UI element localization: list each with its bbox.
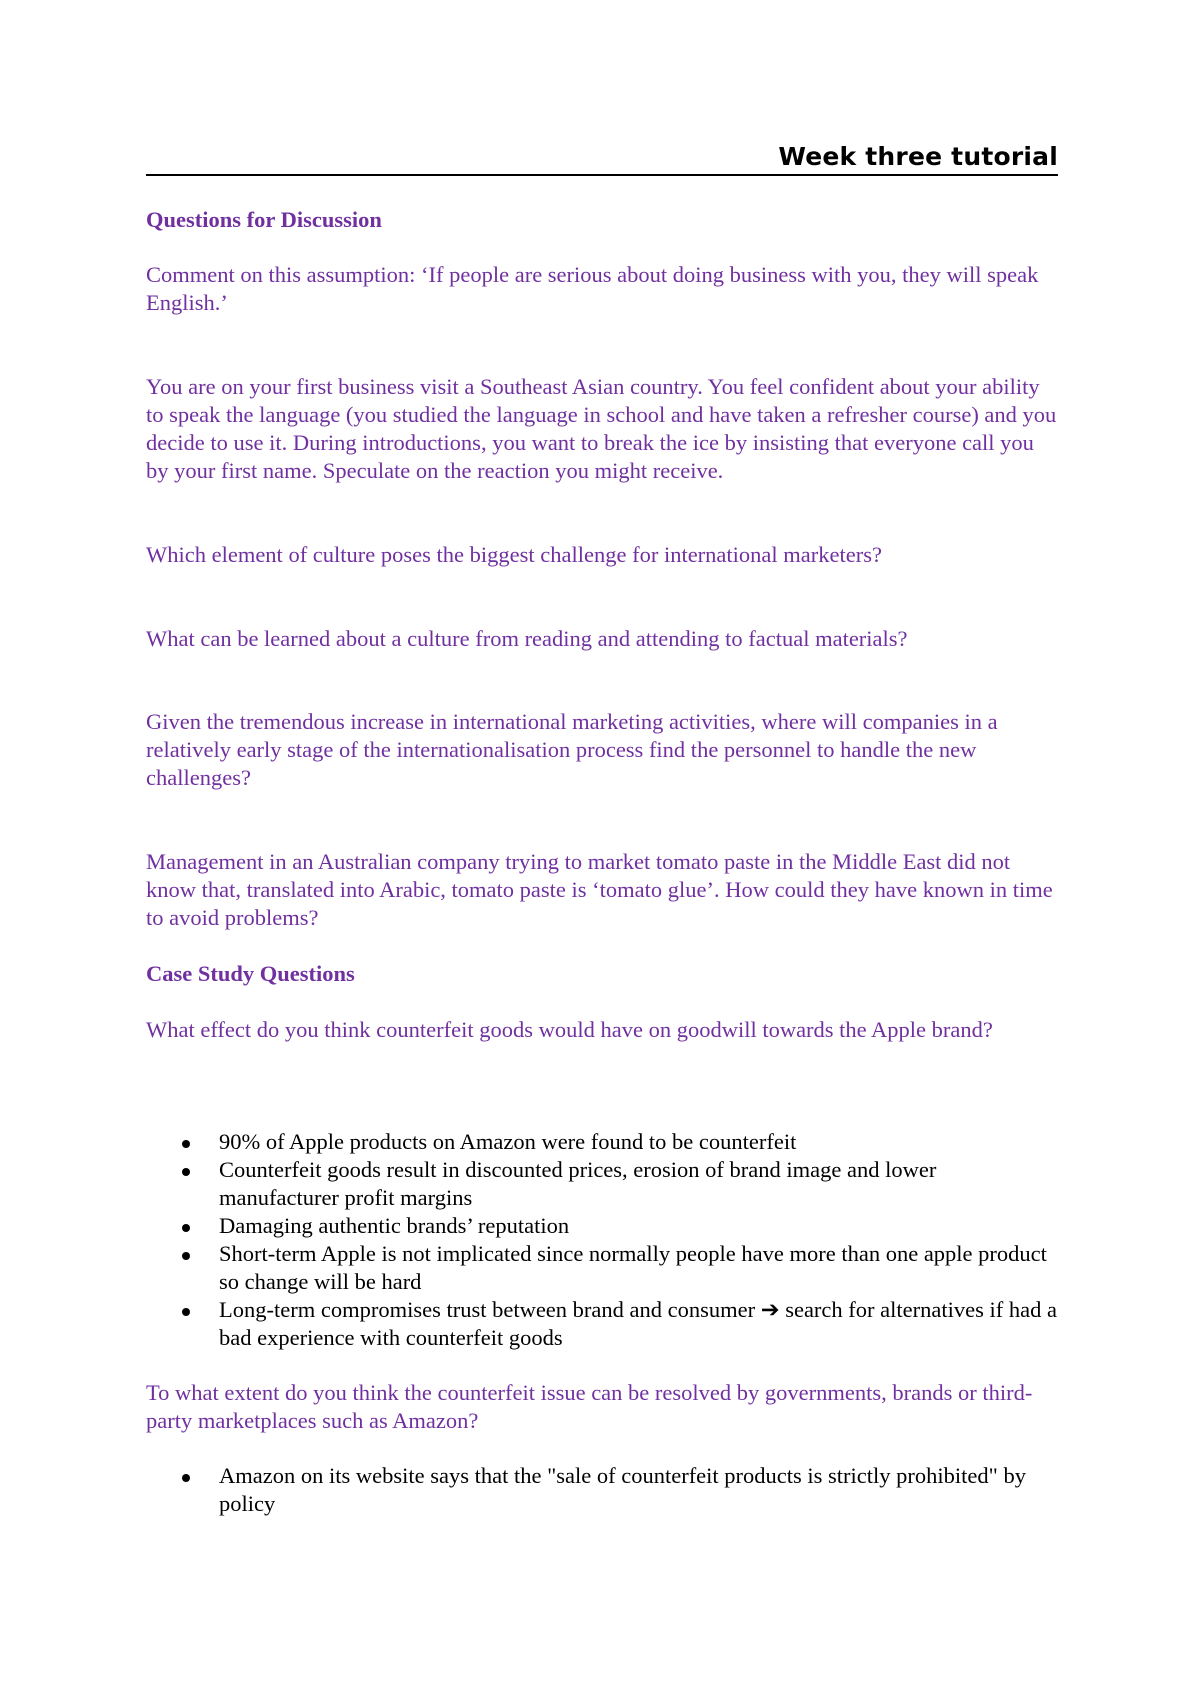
- case-study-answers-1: [146, 1128, 1058, 1352]
- bullet-icon: [182, 1140, 190, 1148]
- discussion-question-4: What can be learned about a culture from reading and attending to factual materials?: [146, 626, 908, 651]
- bullet-icon: [182, 1224, 190, 1232]
- discussion-question-5: Given the tremendous increase in international marketing activities, where will companies in a relatively early stage of the internationalisation process find the personnel to handle the new challenges?: [146, 709, 998, 790]
- list-item: [146, 1128, 1058, 1156]
- list-item: [146, 1212, 1058, 1240]
- case-study-question-1: What effect do you think counterfeit goods would have on goodwill towards the Apple brand?: [146, 1017, 993, 1042]
- list-item-text: Amazon on its website says that the "sale of counterfeit products is strictly prohibited" by policy: [219, 1463, 1026, 1516]
- discussion-question-2: You are on your first business visit a Southeast Asian country. You feel confident about your ability to speak the language (you studied the language in school and have taken a refresher course) and you decide to use it. During introductions, you want to break the ice by insisting that everyone call you by your first name. Speculate on the reaction you might receive.: [146, 374, 1057, 483]
- case-study-heading: Case Study Questions: [146, 961, 355, 986]
- list-item-text: Short-term Apple is not implicated since normally people have more than one apple product so change will be hard: [219, 1241, 1047, 1294]
- list-item-text: Damaging authentic brands’ reputation: [219, 1213, 570, 1238]
- bullet-icon: [182, 1168, 190, 1176]
- list-item-text: Counterfeit goods result in discounted prices, erosion of brand image and lower manufacturer profit margins: [219, 1157, 937, 1210]
- bullet-icon: [182, 1474, 190, 1482]
- bullet-icon: [182, 1308, 190, 1316]
- discussion-question-3: Which element of culture poses the biggest challenge for international marketers?: [146, 542, 882, 567]
- discussion-question-6: Management in an Australian company trying to market tomato paste in the Middle East did not know that, translated into Arabic, tomato paste is ‘tomato glue’. How could they have known in time to avoid problems?: [146, 849, 1053, 930]
- page-title: Week three tutorial: [778, 142, 1058, 171]
- list-item: [146, 1296, 1058, 1352]
- bullet-icon: [182, 1252, 190, 1260]
- list-item: [146, 1156, 1058, 1212]
- header-divider: [146, 174, 1058, 176]
- list-item-text: 90% of Apple products on Amazon were found to be counterfeit: [219, 1129, 797, 1154]
- list-item-text: Long-term compromises trust between brand and consumer ➔ search for alternatives if had a bad experience with counterfeit goods: [219, 1297, 1057, 1350]
- discussion-heading: Questions for Discussion: [146, 207, 382, 232]
- list-item: [146, 1240, 1058, 1296]
- case-study-question-2: To what extent do you think the counterfeit issue can be resolved by governments, brands or third-party marketplaces such as Amazon?: [146, 1380, 1033, 1433]
- case-study-answers-2: [146, 1462, 1058, 1518]
- discussion-question-1: Comment on this assumption: ‘If people are serious about doing business with you, they will speak English.’: [146, 262, 1039, 315]
- list-item: [146, 1462, 1058, 1518]
